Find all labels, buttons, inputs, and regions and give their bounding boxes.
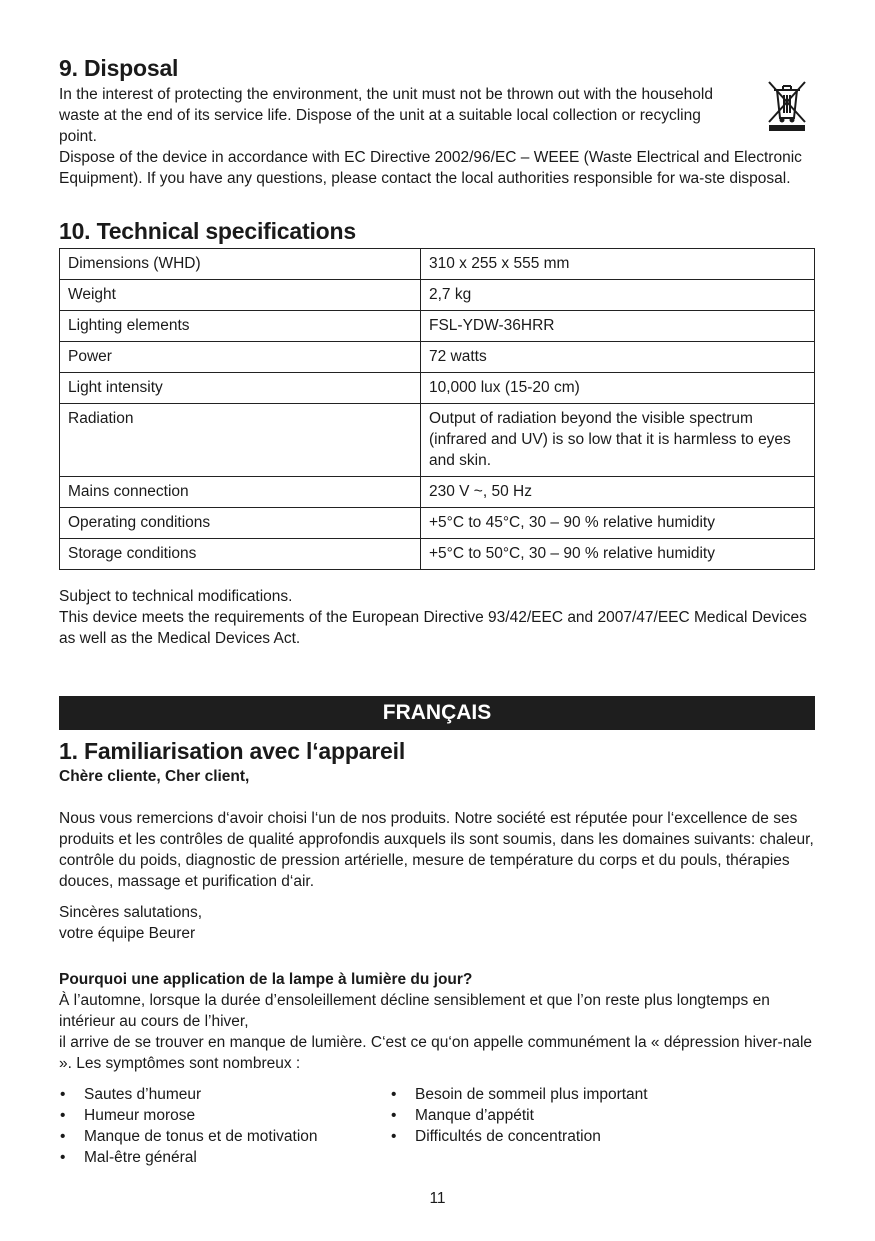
symptom-item: • Sautes d’humeur <box>59 1084 390 1105</box>
symptom-item: • Manque d’appétit <box>390 1105 790 1126</box>
why-line-1: À l’automne, lorsque la durée d’ensoleillement décline sensiblement et que l’on reste plus longtemps en intérieur au cours de l’hiver, <box>59 992 770 1030</box>
spec-value: 310 x 255 x 555 mm <box>421 249 815 280</box>
spec-label: Mains connection <box>60 477 421 508</box>
specs-table <box>59 248 815 570</box>
spec-label: Weight <box>60 280 421 311</box>
symptom-item: • Mal-être général <box>59 1147 390 1168</box>
specs-note-2: This device meets the requirements of the European Directive 93/42/EEC and 2007/47/EEC Medical Devices as well as the Medical Devices Act. <box>59 609 807 647</box>
symptoms-left-column <box>59 1084 390 1168</box>
disposal-text-block <box>59 84 749 147</box>
disposal-section <box>59 54 815 189</box>
spec-value: Output of radiation beyond the visible spectrum (infrared and UV) is so low that it is harmless to eyes and skin. <box>421 404 815 477</box>
closing-line-1: Sincères salutations, <box>59 904 203 921</box>
specs-section <box>59 217 815 649</box>
specs-note-1: Subject to technical modifications. <box>59 588 293 605</box>
disposal-line-3: point. <box>59 128 97 145</box>
why-line-2: il arrive de se trouver en manque de lumière. C‘est ce qu‘on appelle communément la « dépression hiver-nale ». Les symptômes sont nombreux : <box>59 1034 813 1072</box>
spec-label: Storage conditions <box>60 539 421 570</box>
intro-paragraph: Nous vous remercions d‘avoir choisi l‘un de nos produits. Notre société est réputée pour l‘excellence de ses produits et les contrôles de qualité approfondis auxquels ils sont soumis, dans les domaines suivants: chaleur, contrôle du poids, diagnostic de pression artérielle, mesure de température du corps et du pouls, thérapies douces, massage et purification d‘air. <box>59 810 814 890</box>
spec-row <box>60 373 815 404</box>
page-content <box>59 54 815 1168</box>
symptoms-right-column <box>390 1084 790 1168</box>
symptom-item: • Difficultés de concentration <box>390 1126 790 1147</box>
closing-line-2: votre équipe Beurer <box>59 925 196 942</box>
spec-row <box>60 249 815 280</box>
disposal-heading: 9. Disposal <box>59 55 179 81</box>
symptom-item: • Manque de tonus et de motivation <box>59 1126 390 1147</box>
spec-row <box>60 342 815 373</box>
greeting: Chère cliente, Cher client, <box>59 768 250 785</box>
spec-row <box>60 477 815 508</box>
page-number: 11 <box>429 1190 446 1207</box>
spec-label: Dimensions (WHD) <box>60 249 421 280</box>
closing <box>59 902 815 944</box>
spec-label: Radiation <box>60 404 421 477</box>
spec-row <box>60 539 815 570</box>
spec-label: Operating conditions <box>60 508 421 539</box>
spec-value: 2,7 kg <box>421 280 815 311</box>
symptom-item: • Humeur morose <box>59 1105 390 1126</box>
spec-label: Light intensity <box>60 373 421 404</box>
symptoms-list <box>59 1084 815 1168</box>
language-banner: FRANÇAIS <box>59 696 815 730</box>
why-heading: Pourquoi une application de la lampe à lumière du jour? <box>59 971 473 988</box>
spec-label: Lighting elements <box>60 311 421 342</box>
spec-row <box>60 404 815 477</box>
specs-notes <box>59 586 815 649</box>
spec-row <box>60 311 815 342</box>
disposal-line-1: In the interest of protecting the environment, the unit must not be thrown out with the household <box>59 86 713 103</box>
spec-row <box>60 280 815 311</box>
spec-value: +5°C to 50°C, 30 – 90 % relative humidity <box>421 539 815 570</box>
spec-value: 72 watts <box>421 342 815 373</box>
disposal-line-2: waste at the end of its service life. Dispose of the unit at a suitable local collection or recycling <box>59 107 701 124</box>
crossed-out-wheelie-bin-icon <box>767 80 807 132</box>
spec-value: +5°C to 45°C, 30 – 90 % relative humidity <box>421 508 815 539</box>
francais-section <box>59 696 815 1168</box>
disposal-paragraph-2: Dispose of the device in accordance with EC Directive 2002/96/EC – WEEE (Waste Electrical and Electronic Equipment). If you have any questions, please contact the local authorities responsible for wa-ste disposal. <box>59 149 802 187</box>
spec-label: Power <box>60 342 421 373</box>
spec-value: 230 V ~, 50 Hz <box>421 477 815 508</box>
specs-heading: 10. Technical specifications <box>59 218 356 244</box>
spec-value: FSL-YDW-36HRR <box>421 311 815 342</box>
symptom-item: • Besoin de sommeil plus important <box>390 1084 790 1105</box>
familiarisation-heading: 1. Familiarisation avec l‘appareil <box>59 738 406 764</box>
spec-row <box>60 508 815 539</box>
spec-value: 10,000 lux (15-20 cm) <box>421 373 815 404</box>
